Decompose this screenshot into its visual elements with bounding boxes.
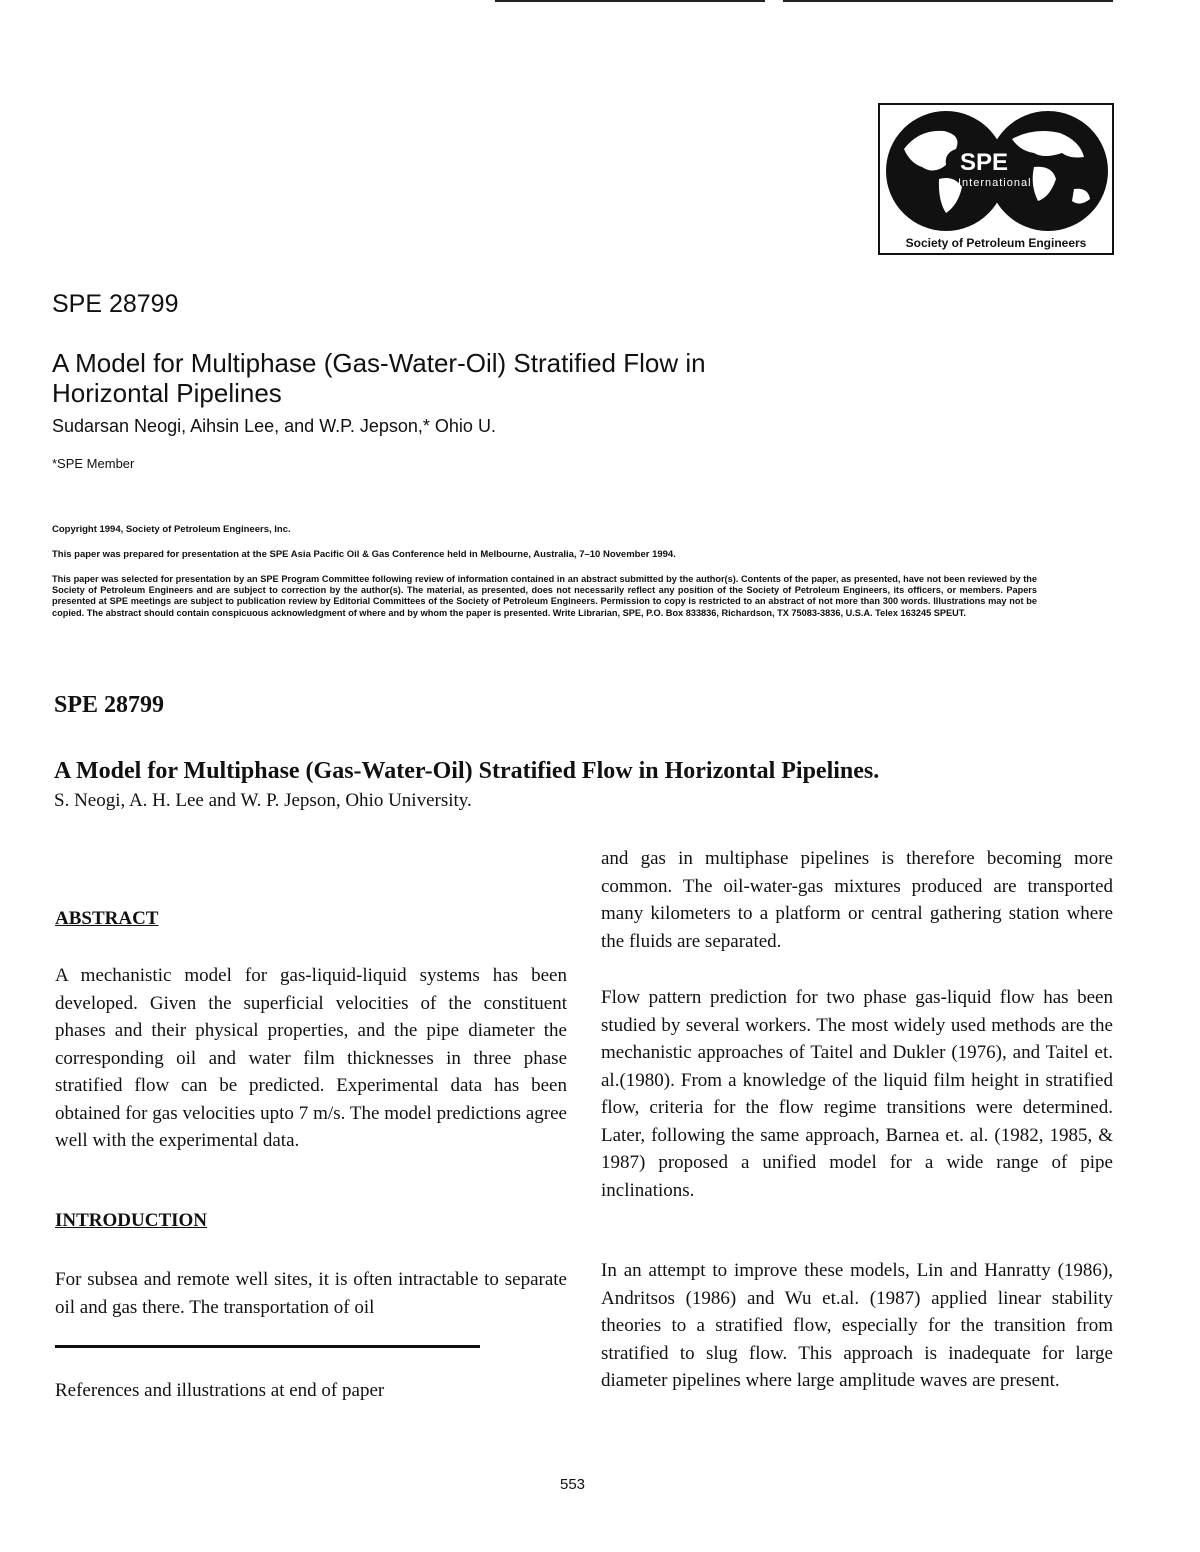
footnote-rule [55, 1345, 480, 1348]
introduction-heading: INTRODUCTION [55, 1210, 208, 1231]
right-paragraph-2: Flow pattern prediction for two phase gas-liquid flow has been studied by several workers. The most widely used methods are the mechanistic approaches of Taitel and Dukler (1976), and Taitel et. al.(1980). From a knowledge of the liquid film height in stratified flow, criteria for the flow regime transitions were determined. Later, following the same approach, Barnea et. al. (1982, 1985, & 1987) proposed a unified model for a wide range of pipe inclinations. [601, 987, 1113, 1201]
footnote: References and illustrations at end of paper [55, 1380, 385, 1401]
top-scan-line-right [783, 0, 1113, 2]
spe-logo [878, 103, 1114, 255]
page-number: 553 [560, 1476, 586, 1493]
cover-paper-number: SPE 28799 [52, 290, 179, 318]
copyright-line: Copyright 1994, Society of Petroleum Engineers, Inc. [52, 524, 291, 535]
abstract-heading: ABSTRACT [55, 908, 159, 929]
top-scan-line-left [495, 0, 765, 2]
logo-brand: SPE [960, 149, 1009, 176]
cover-member-note: *SPE Member [52, 456, 135, 471]
logo-caption: Society of Petroleum Engineers [905, 236, 1087, 250]
legal-notice: This paper was selected for presentation by an SPE Program Committee following review of information contained in an abstract submitted by the author(s). Contents of the paper, as presented, have not been reviewed by the Society of Petroleum Engineers and are subject to correction by the author(s). The material, as presented, does not necessarily reflect any position of the Society of Petroleum Engineers, its officers, or members. Papers presented at SPE meetings are subject to publication review by Editorial Committees of the Society of Petroleum Engineers. Permission to copy is restricted to an abstract of not more than 300 words. Illustrations may not be copied. The abstract should contain conspicuous acknowledgment of where and by whom the paper is presented. Write Librarian, SPE, P.O. Box 833836, Richardson, TX 75083-3836, U.S.A. Telex 163245 SPEUT. [52, 574, 1037, 618]
paper-title: A Model for Multiphase (Gas-Water-Oil) Stratified Flow in Horizontal Pipelines. [54, 758, 880, 784]
paper-authors: S. Neogi, A. H. Lee and W. P. Jepson, Ohio University. [54, 790, 472, 811]
right-paragraph-3: In an attempt to improve these models, Lin and Hanratty (1986), Andritsos (1986) and Wu et.al. (1987) applied linear stability theories to a stratified flow, especially for the transition from stratified to slug flow. This approach is inadequate for large diameter pipelines where large amplitude waves are present. [601, 1260, 1113, 1391]
abstract-body: A mechanistic model for gas-liquid-liquid systems has been developed. Given the superficial velocities of the constituent phases and their physical properties, and the pipe diameter the corresponding oil and water film thicknesses in three phase stratified flow can be predicted. Experimental data has been obtained for gas velocities upto 7 m/s. The model predictions agree well with the experimental data. [55, 965, 567, 1151]
right-paragraph-1: and gas in multiphase pipelines is therefore becoming more common. The oil-water-gas mixtures produced are transported many kilometers to a platform or central gathering station where the fluids are separated. [601, 848, 1113, 952]
prepared-line: This paper was prepared for presentation at the SPE Asia Pacific Oil & Gas Conference held in Melbourne, Australia, 7–10 November 1994. [52, 549, 676, 560]
cover-authors: Sudarsan Neogi, Aihsin Lee, and W.P. Jepson,* Ohio U. [52, 416, 496, 436]
paper-number: SPE 28799 [54, 692, 165, 718]
introduction-body: For subsea and remote well sites, it is often intractable to separate oil and gas there. The transportation of oil [55, 1269, 567, 1318]
logo-subtitle: International [958, 177, 1032, 189]
cover-title: A Model for Multiphase (Gas-Water-Oil) Stratified Flow in Horizontal Pipelines [52, 348, 706, 408]
